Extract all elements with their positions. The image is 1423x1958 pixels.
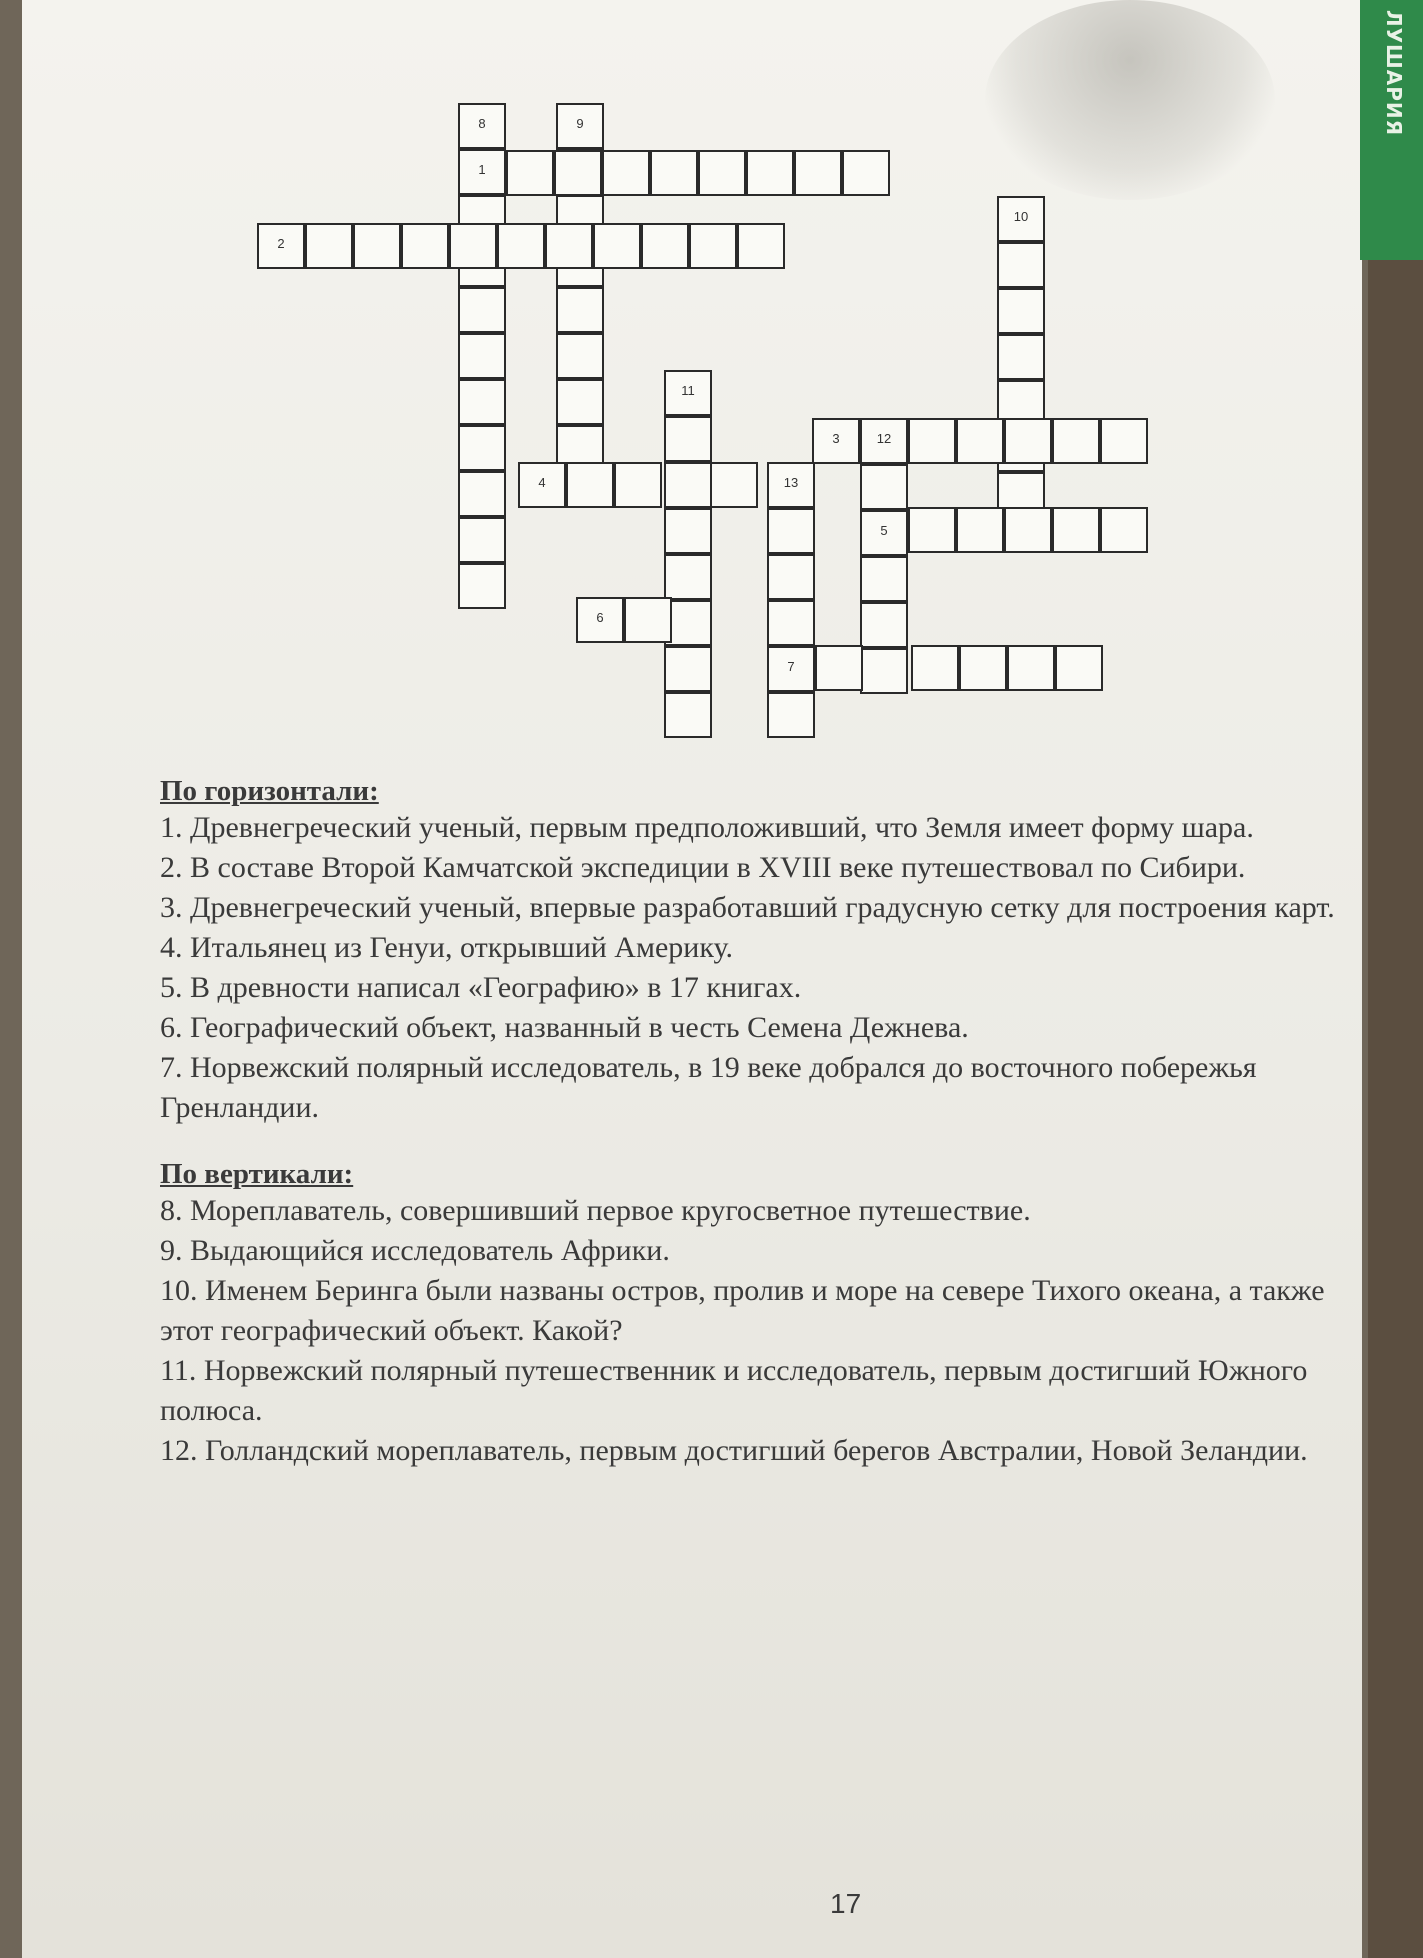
crossword-cell[interactable] (997, 196, 1045, 242)
book-spine-text: ЛУШАРИЯ (1382, 10, 1406, 137)
crossword-cell[interactable] (997, 288, 1045, 334)
crossword-cell[interactable] (353, 223, 401, 269)
crossword-grid (0, 0, 1423, 760)
crossword-cell[interactable] (497, 223, 545, 269)
crossword-cell[interactable] (257, 223, 305, 269)
crossword-cell[interactable] (1007, 645, 1055, 691)
crossword-cell[interactable] (737, 223, 785, 269)
crossword-cell[interactable] (664, 508, 712, 554)
clue-number: 7 (787, 659, 795, 674)
crossword-cell[interactable] (767, 646, 815, 692)
crossword-cell[interactable] (458, 471, 506, 517)
crossword-cell[interactable] (506, 150, 554, 196)
clue-h4: 4. Итальянец из Генуи, открывший Америку. (160, 931, 733, 964)
clue-v9: 9. Выдающийся исследователь Африки. (160, 1234, 670, 1267)
crossword-cell[interactable] (556, 287, 604, 333)
crossword-cell[interactable] (641, 223, 689, 269)
crossword-cell[interactable] (602, 150, 650, 196)
crossword-cell[interactable] (767, 508, 815, 554)
crossword-cell[interactable] (1052, 418, 1100, 464)
crossword-cell[interactable] (908, 418, 956, 464)
vertical-heading: По вертикали: (160, 1158, 354, 1190)
crossword-cell[interactable] (556, 379, 604, 425)
crossword-cell[interactable] (664, 692, 712, 738)
crossword-cell[interactable] (689, 223, 737, 269)
clue-v12: 12. Голландский мореплаватель, первым достигший берегов Австралии, Новой Зеландии. (160, 1434, 1308, 1467)
clues-section (160, 775, 1370, 1471)
clue-h5: 5. В древности написал «Географию» в 17 книгах. (160, 971, 802, 1004)
crossword-cell[interactable] (812, 418, 860, 464)
clue-h7: 7. Норвежский полярный исследователь, в 19 веке добрался до восточного побережья Гренландии. (160, 1051, 1257, 1124)
crossword-cell[interactable] (815, 645, 863, 691)
crossword-cell[interactable] (566, 462, 614, 508)
crossword-cell[interactable] (911, 645, 959, 691)
clue-h6: 6. Географический объект, названный в честь Семена Дежнева. (160, 1011, 969, 1044)
crossword-cell[interactable] (401, 223, 449, 269)
crossword-cell[interactable] (956, 507, 1004, 553)
crossword-cell[interactable] (458, 425, 506, 471)
crossword-cell[interactable] (860, 510, 908, 556)
crossword-cell[interactable] (794, 150, 842, 196)
clue-number: 3 (832, 431, 840, 446)
clue-number: 6 (596, 610, 604, 625)
crossword-cell[interactable] (710, 462, 758, 508)
crossword-cell[interactable] (650, 150, 698, 196)
crossword-cell[interactable] (1055, 645, 1103, 691)
clue-number: 8 (478, 116, 486, 131)
crossword-cell[interactable] (908, 507, 956, 553)
crossword-cell[interactable] (1004, 507, 1052, 553)
crossword-cell[interactable] (554, 150, 602, 196)
clue-number: 1 (478, 162, 486, 177)
crossword-cell[interactable] (1052, 507, 1100, 553)
clue-number: 5 (880, 523, 888, 538)
clue-h3: 3. Древнегреческий ученый, впервые разработавший градусную сетку для построения карт. (160, 891, 1335, 924)
crossword-cell[interactable] (458, 517, 506, 563)
crossword-cell[interactable] (746, 150, 794, 196)
clue-v8: 8. Мореплаватель, совершивший первое кругосветное путешествие. (160, 1194, 1031, 1227)
crossword-cell[interactable] (860, 556, 908, 602)
crossword-cell[interactable] (664, 462, 712, 508)
crossword-cell[interactable] (458, 149, 506, 195)
clue-number: 9 (576, 116, 584, 131)
clue-number: 2 (277, 236, 285, 251)
crossword-cell[interactable] (458, 563, 506, 609)
clue-v10: 10. Именем Беринга были названы остров, пролив и море на севере Тихого океана, а также этот географический объект. Какой? (160, 1274, 1325, 1347)
crossword-cell[interactable] (518, 462, 566, 508)
crossword-cell[interactable] (698, 150, 746, 196)
crossword-cell[interactable] (767, 462, 815, 508)
crossword-cell[interactable] (556, 333, 604, 379)
crossword-cell[interactable] (458, 287, 506, 333)
crossword-cell[interactable] (997, 334, 1045, 380)
clue-number: 12 (876, 431, 892, 446)
crossword-cell[interactable] (305, 223, 353, 269)
crossword-cell[interactable] (664, 416, 712, 462)
horizontal-heading: По горизонтали: (160, 775, 379, 807)
clue-h1: 1. Древнегреческий ученый, первым предположивший, что Земля имеет форму шара. (160, 811, 1254, 844)
crossword-cell[interactable] (1004, 418, 1052, 464)
crossword-cell[interactable] (449, 223, 497, 269)
crossword-cell[interactable] (593, 223, 641, 269)
crossword-cell[interactable] (614, 462, 662, 508)
crossword-cell[interactable] (458, 103, 506, 149)
clue-number: 4 (538, 475, 546, 490)
crossword-cell[interactable] (664, 554, 712, 600)
crossword-cell[interactable] (664, 646, 712, 692)
crossword-cell[interactable] (576, 597, 624, 643)
crossword-cell[interactable] (767, 600, 815, 646)
crossword-cell[interactable] (842, 150, 890, 196)
clue-number: 13 (783, 475, 799, 490)
clue-number: 10 (1013, 209, 1029, 224)
crossword-cell[interactable] (997, 242, 1045, 288)
crossword-cell[interactable] (624, 597, 672, 643)
clue-h2: 2. В составе Второй Камчатской экспедиции в XVIII веке путешествовал по Сибири. (160, 851, 1246, 884)
crossword-cell[interactable] (956, 418, 1004, 464)
crossword-cell[interactable] (860, 464, 908, 510)
clue-number: 11 (681, 383, 695, 398)
clue-v11: 11. Норвежский полярный путешественник и исследователь, первым достигший Южного полюса. (160, 1354, 1308, 1427)
crossword-cell[interactable] (664, 370, 712, 416)
crossword-cell[interactable] (1100, 418, 1148, 464)
crossword-cell[interactable] (959, 645, 1007, 691)
crossword-cell[interactable] (545, 223, 593, 269)
crossword-cell[interactable] (458, 379, 506, 425)
crossword-cell[interactable] (556, 103, 604, 149)
crossword-cell[interactable] (860, 602, 908, 648)
crossword-cell[interactable] (767, 554, 815, 600)
crossword-cell[interactable] (458, 333, 506, 379)
crossword-cell[interactable] (860, 418, 908, 464)
crossword-cell[interactable] (860, 648, 908, 694)
page-number: 17 (830, 1888, 862, 1919)
crossword-cell[interactable] (767, 692, 815, 738)
crossword-cell[interactable] (1100, 507, 1148, 553)
